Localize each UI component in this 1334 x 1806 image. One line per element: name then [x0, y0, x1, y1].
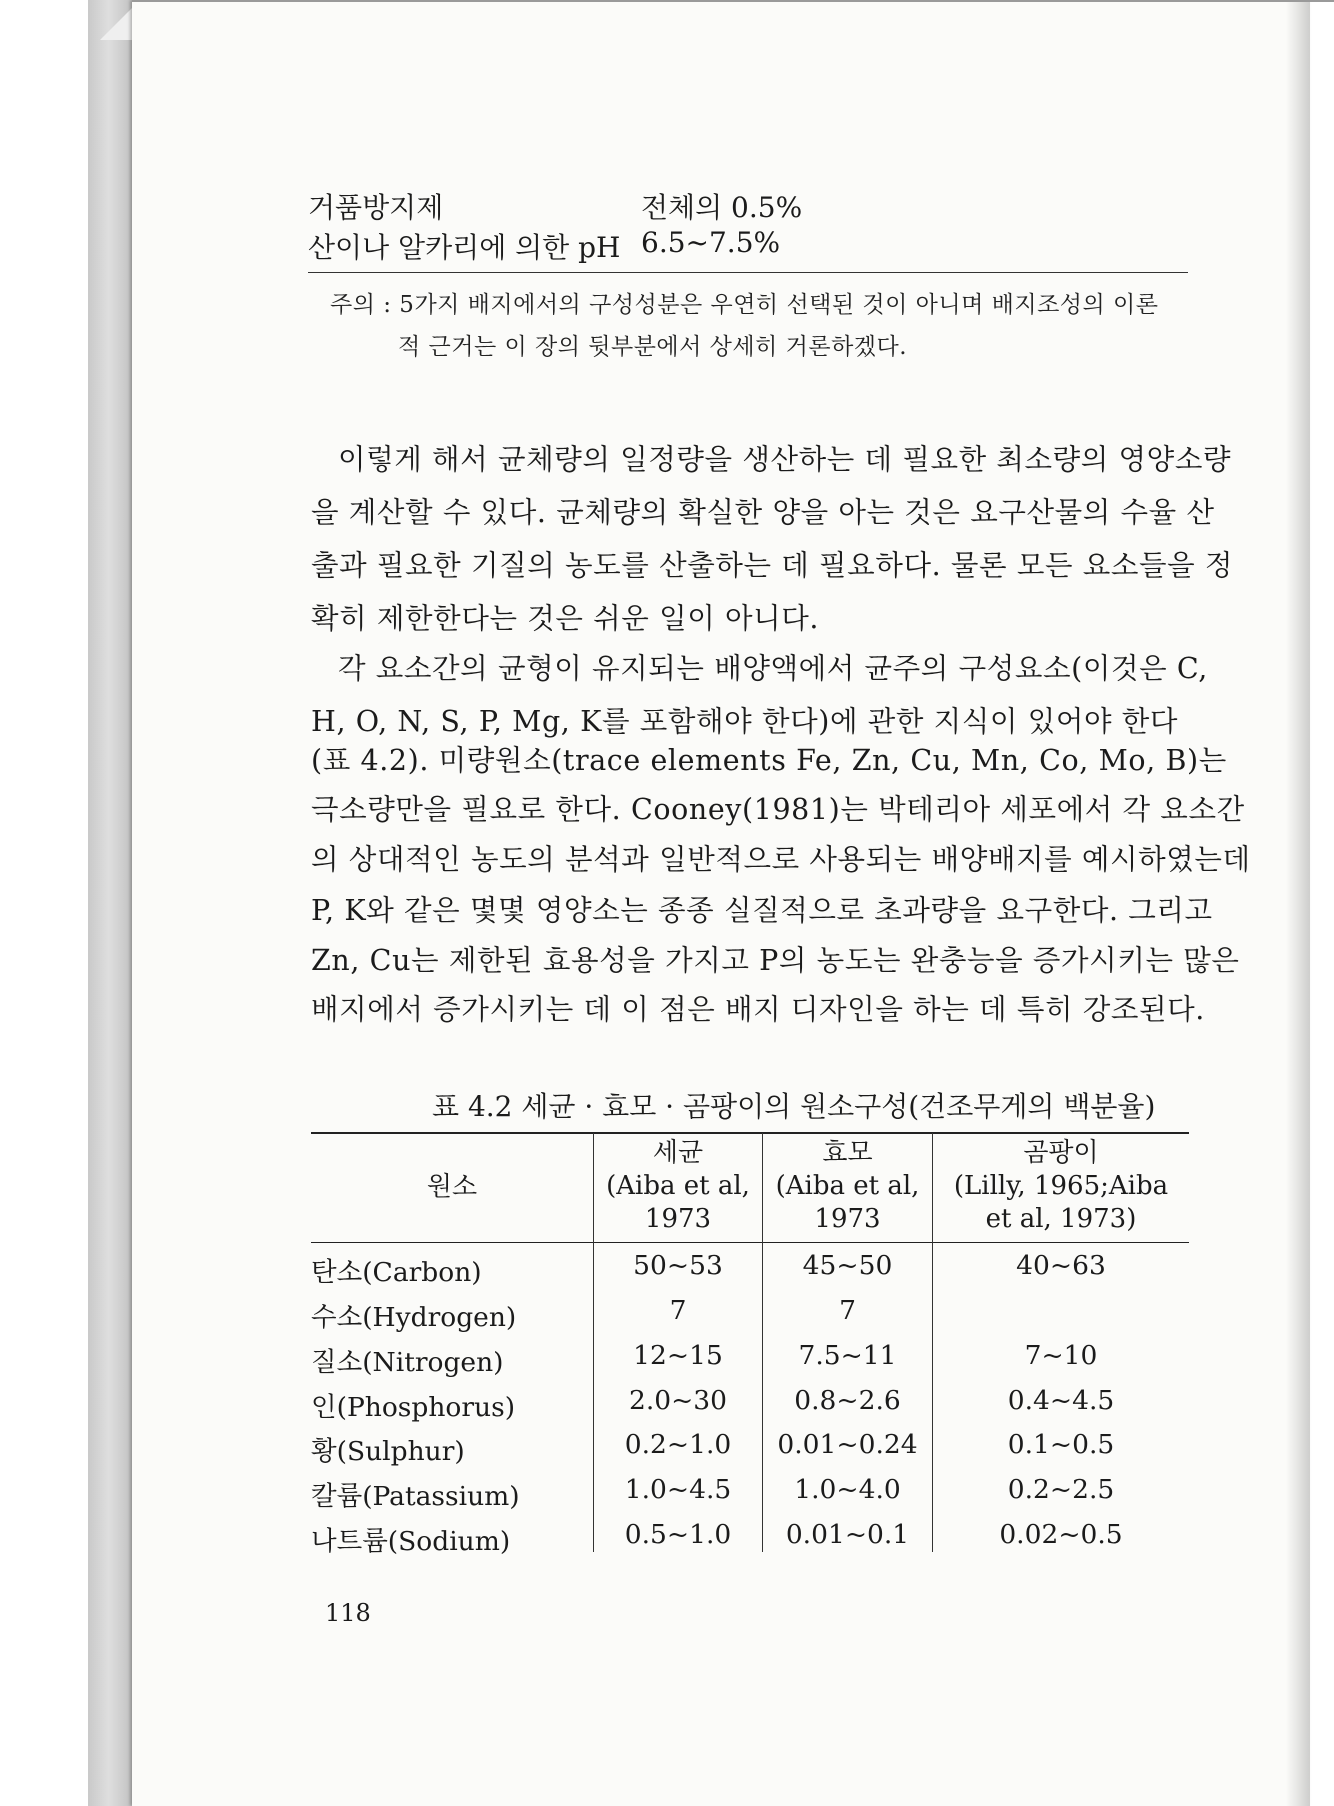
table-cell: 7	[669, 1295, 687, 1326]
table-cell: 2.0~30	[628, 1385, 728, 1416]
header-fungi: et al, 1973)	[985, 1204, 1137, 1234]
table-row-label: 인(Phosphorus)	[311, 1392, 516, 1423]
header-bacteria: (Aiba et al,	[606, 1171, 750, 1201]
table-cell: 7	[839, 1295, 856, 1326]
table-cell: 1.0~4.5	[624, 1474, 732, 1505]
table-cell: 0.01~0.1	[785, 1519, 910, 1550]
spec-name: 산이나 알카리에 의한 pH	[308, 231, 621, 264]
table-cell: 40~63	[1016, 1250, 1106, 1281]
table-row-label: 질소(Nitrogen)	[311, 1347, 504, 1378]
note-line: 주의 : 5가지 배지에서의 구성성분은 우연히 선택된 것이 아니며 배지조성의 이론	[330, 292, 1159, 318]
header-element: 원소	[426, 1172, 478, 1202]
header-yeast: (Aiba et al,	[775, 1171, 920, 1201]
table-cell: 45~50	[802, 1250, 893, 1281]
table-row-label: 수소(Hydrogen)	[311, 1302, 517, 1333]
header-fungi: 곰팡이	[1023, 1138, 1099, 1168]
table-row-label: 나트륨(Sodium)	[311, 1526, 511, 1557]
table-row-label: 칼륨(Patassium)	[311, 1481, 520, 1512]
table-cell: 0.2~2.5	[1007, 1474, 1115, 1505]
spec-value: 6.5~7.5%	[641, 226, 781, 259]
header-bacteria: 세균	[652, 1138, 704, 1168]
paragraph-line: 출과 필요한 기질의 농도를 산출하는 데 필요하다. 물론 모든 요소들을 정	[311, 549, 1234, 582]
table-cell: 50~53	[633, 1250, 723, 1281]
paragraph-line: 극소량만을 필요로 한다. Cooney(1981)는 박테리아 세포에서 각 요소간	[311, 793, 1245, 826]
table-cell: 0.1~0.5	[1007, 1429, 1115, 1460]
page-shadow	[1286, 0, 1310, 1806]
table-title: 표 4.2 세균 · 효모 · 곰팡이의 원소구성(건조무게의 백분율)	[432, 1090, 1156, 1123]
table-cell: 0.02~0.5	[999, 1519, 1123, 1550]
header-yeast: 효모	[822, 1138, 873, 1168]
table-cell: 0.01~0.24	[777, 1429, 918, 1460]
table-cell: 0.2~1.0	[624, 1429, 732, 1460]
page-number: 118	[325, 1599, 371, 1627]
paragraph-line: P, K와 같은 몇몇 영양소는 종종 실질적으로 초과량을 요구한다. 그리고	[311, 894, 1213, 927]
paragraph-line: 이렇게 해서 균체량의 일정량을 생산하는 데 필요한 최소량의 영양소량	[338, 443, 1232, 476]
note-line: 적 근거는 이 장의 뒷부분에서 상세히 거론하겠다.	[398, 334, 908, 360]
paragraph-line: 의 상대적인 농도의 분석과 일반적으로 사용되는 배양배지를 예시하였는데	[311, 843, 1251, 876]
spec-rule	[308, 272, 1188, 273]
table-cell: 7~10	[1024, 1340, 1098, 1371]
table-header-rule	[311, 1242, 1189, 1243]
table-cell: 0.8~2.6	[794, 1385, 901, 1416]
table-cell: 7.5~11	[798, 1340, 897, 1371]
header-fungi: (Lilly, 1965;Aiba	[953, 1171, 1169, 1201]
paragraph-line: 각 요소간의 균형이 유지되는 배양액에서 균주의 구성요소(이것은 C,	[338, 652, 1208, 685]
table-cell: 0.4~4.5	[1007, 1385, 1115, 1416]
table-cell: 1.0~4.0	[794, 1474, 901, 1505]
table-row-label: 황(Sulphur)	[311, 1436, 465, 1467]
table-top-rule	[311, 1132, 1189, 1134]
paragraph-line: 을 계산할 수 있다. 균체량의 확실한 양을 아는 것은 요구산물의 수율 산	[311, 496, 1215, 529]
table-row-label: 탄소(Carbon)	[311, 1257, 482, 1288]
header-bacteria: 1973	[644, 1204, 712, 1234]
header-yeast: 1973	[814, 1204, 881, 1234]
paragraph-line: H, O, N, S, P, Mg, K를 포함해야 한다)에 관한 지식이 있어야 한다	[311, 705, 1179, 738]
spec-name: 거품방지제	[308, 191, 444, 224]
paragraph-line: Zn, Cu는 제한된 효용성을 가지고 P의 농도는 완충능을 증가시키는 많은	[311, 944, 1240, 977]
table-cell: 0.5~1.0	[624, 1519, 732, 1550]
paragraph-line: (표 4.2). 미량원소(trace elements Fe, Zn, Cu, Mn, Co, Mo, B)는	[311, 744, 1227, 777]
paragraph-line: 배지에서 증가시키는 데 이 점은 배지 디자인을 하는 데 특히 강조된다.	[311, 993, 1205, 1026]
table-cell: 12~15	[633, 1340, 723, 1371]
page-top-border	[132, 0, 1334, 2]
paragraph-line: 확히 제한한다는 것은 쉬운 일이 아니다.	[311, 602, 820, 635]
spec-value: 전체의 0.5%	[641, 191, 803, 224]
